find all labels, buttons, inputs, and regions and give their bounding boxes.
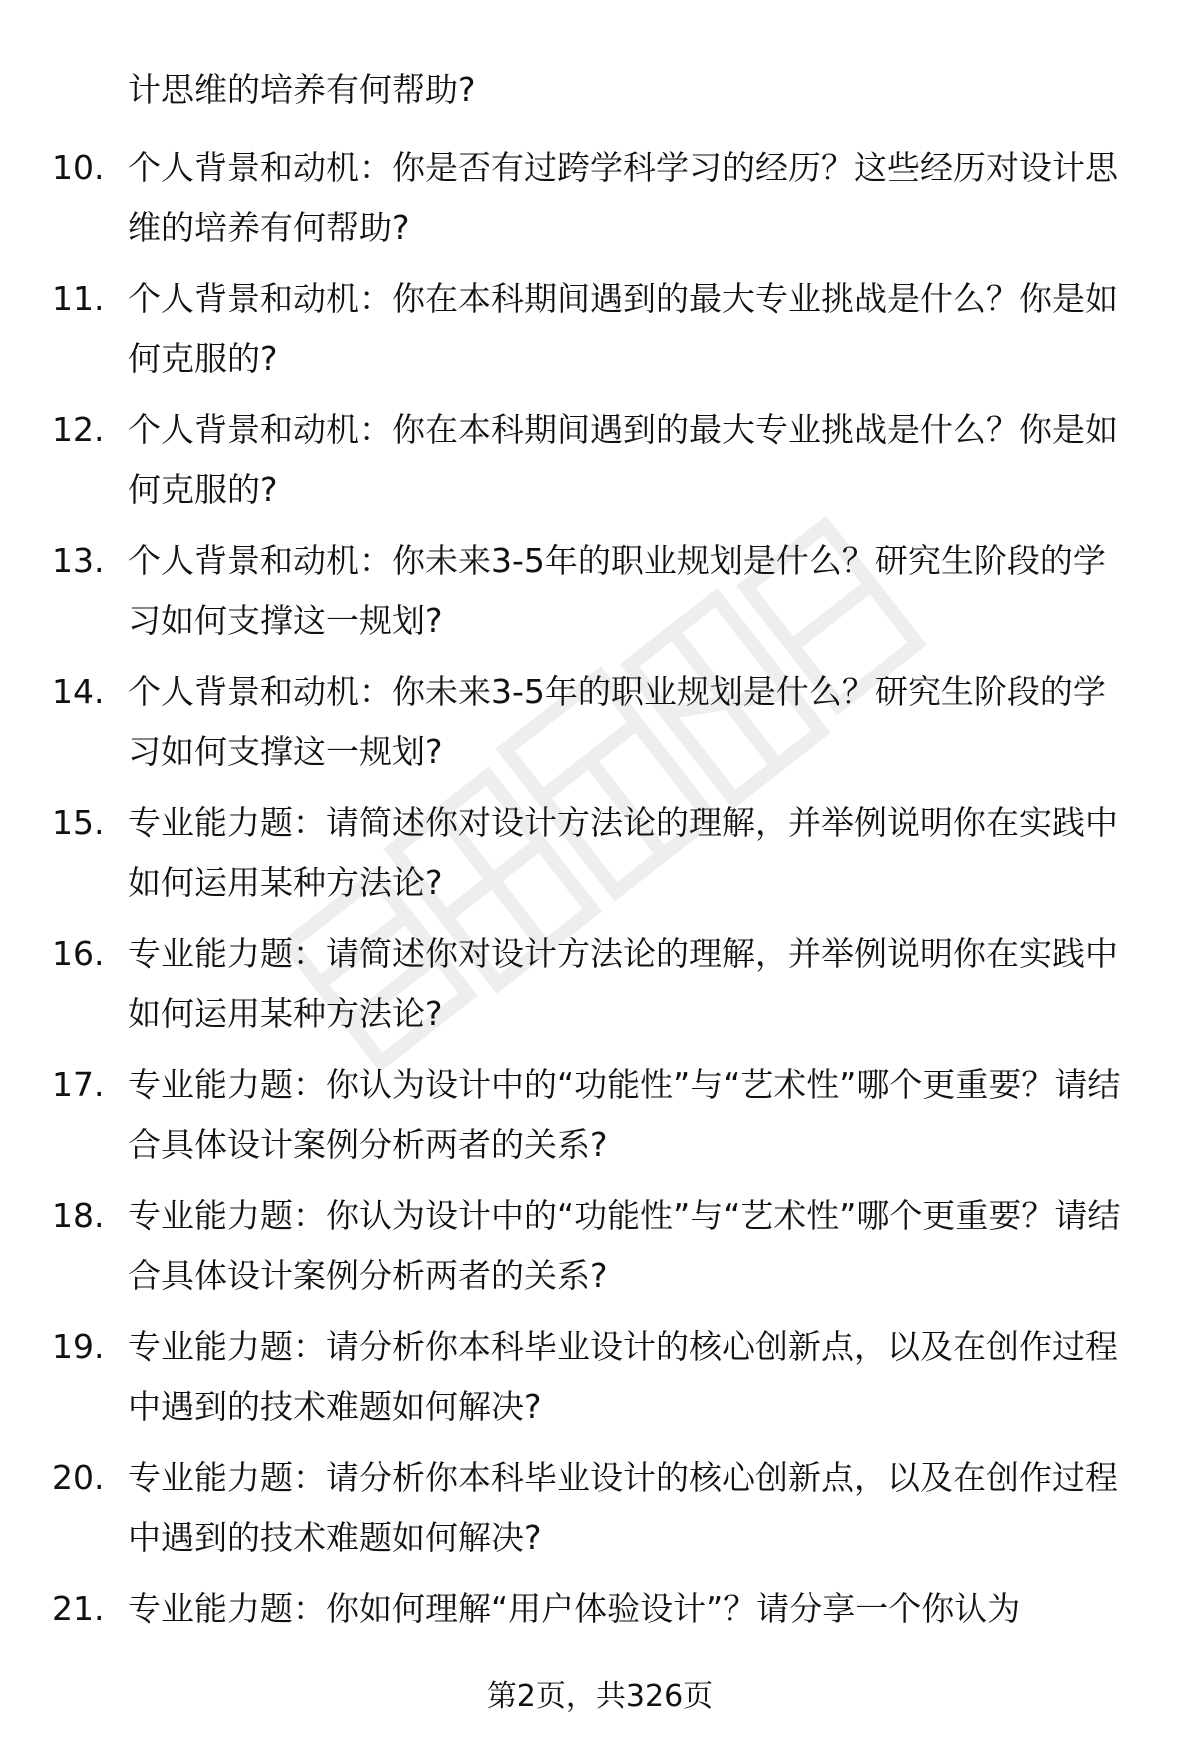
list-item (0, 1448, 1200, 1579)
question-number: 12. (52, 410, 105, 449)
list-item (0, 138, 1200, 269)
list-item (0, 1055, 1200, 1186)
question-number: 11. (52, 279, 105, 318)
question-text: 专业能力题：请分析你本科毕业设计的核心创新点，以及在创作过程中遇到的技术难题如何解决? (128, 1458, 1118, 1557)
question-number: 13. (52, 541, 105, 580)
question-text: 个人背景和动机：你未来3-5年的职业规划是什么？研究生阶段的学习如何支撑这一规划? (128, 541, 1106, 640)
question-number: 21. (52, 1589, 105, 1628)
list-item (0, 924, 1200, 1055)
list-item (0, 793, 1200, 924)
question-number: 10. (52, 148, 105, 187)
list-item (0, 400, 1200, 531)
list-item (0, 531, 1200, 662)
question-text: 专业能力题：请简述你对设计方法论的理解，并举例说明你在实践中如何运用某种方法论? (128, 934, 1118, 1033)
question-text: 个人背景和动机：你在本科期间遇到的最大专业挑战是什么？你是如何克服的? (128, 410, 1118, 509)
question-text: 个人背景和动机：你在本科期间遇到的最大专业挑战是什么？你是如何克服的? (128, 279, 1118, 378)
question-number: 14. (52, 672, 105, 711)
question-text: 个人背景和动机：你未来3-5年的职业规划是什么？研究生阶段的学习如何支撑这一规划? (128, 672, 1106, 771)
question-number: 19. (52, 1327, 105, 1366)
question-text: 专业能力题：你认为设计中的“功能性”与“艺术性”哪个更重要？请结合具体设计案例分析两者的关系? (128, 1196, 1121, 1295)
question-number: 17. (52, 1065, 105, 1104)
question-text: 专业能力题：请简述你对设计方法论的理解，并举例说明你在实践中如何运用某种方法论? (128, 803, 1118, 902)
list-item (0, 1317, 1200, 1448)
question-number: 18. (52, 1196, 105, 1235)
question-number: 16. (52, 934, 105, 973)
question-text: 专业能力题：请分析你本科毕业设计的核心创新点，以及在创作过程中遇到的技术难题如何解决? (128, 1327, 1118, 1426)
question-number: 20. (52, 1458, 105, 1497)
list-item (0, 1186, 1200, 1317)
list-item (0, 269, 1200, 400)
question-number: 15. (52, 803, 105, 842)
list-item (0, 662, 1200, 793)
continuation-line: 计思维的培养有何帮助? (128, 70, 476, 109)
question-text: 专业能力题：你认为设计中的“功能性”与“艺术性”哪个更重要？请结合具体设计案例分析两者的关系? (128, 1065, 1121, 1164)
page-footer: 第2页，共326页 (486, 1679, 714, 1714)
question-list (0, 138, 1200, 1710)
question-text: 个人背景和动机：你是否有过跨学科学习的经历？这些经历对设计思维的培养有何帮助? (128, 148, 1118, 247)
question-text: 专业能力题：你如何理解“用户体验设计”？请分享一个你认为 (128, 1589, 1021, 1628)
